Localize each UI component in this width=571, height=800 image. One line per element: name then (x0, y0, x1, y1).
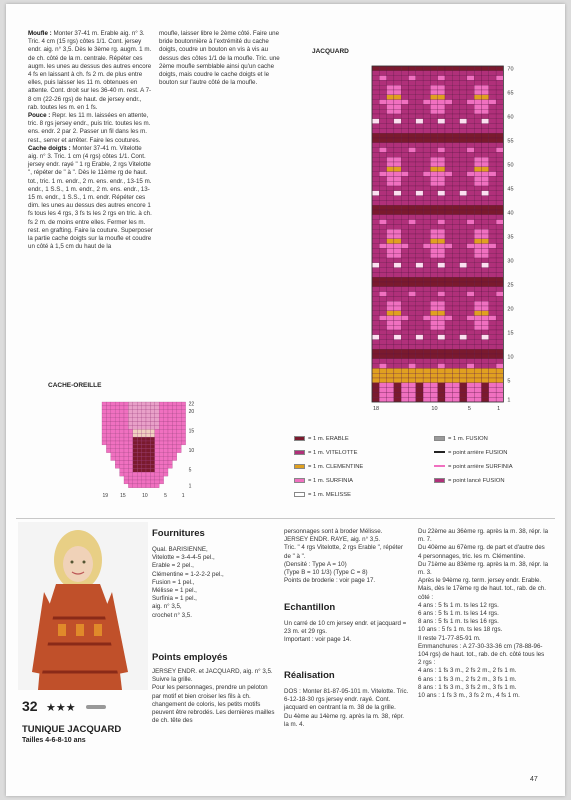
instruction-paragraph (28, 145, 153, 252)
paragraph-text: Monter 37-41 m. Vitelotte aig. n° 3. Tric. 1 cm (4 rgs) côtes 1/1. Cont. jersey endr. rayé " 1 rg Erable, 2 rgs Vitelotte ", répéter de " à ". Dès le 11ème rg de haut. tot., tric. 1 m. endr., 2 m. ens. endr., 13-15 m. endr., 1 S.S., 1 m. endr., 2 m. ens. endr., 13-15 m. endr., 1 S.S., 1 m. endr. Répéter ces dim. les unes au dessus des autres encore 1 fs tous les 4 rgs, 3 fs ts les 2 rgs en tric. à ch. fs 2 m. de moins entre elles. Fermer les m. rest. en grafting. Faire la couture. Superposer la partie cache doigts sur la moufle et coudre un côté à 1,5 cm du haut de la (28, 144, 155, 251)
barisienne-logo-icon (86, 702, 106, 712)
page-number: 47 (530, 776, 538, 783)
paragraph-label: Moufle : (28, 30, 52, 37)
paragraph-text: Repr. les 11 m. laissées en attente, tric. 8 rgs jersey endr., puis tric. toutes les m. ens. endr. 2 par 2. Passer un fil dans les m. rest., serrer et arrêter. Faire les coutures. (28, 112, 153, 144)
col-number-label: 5 (164, 492, 167, 499)
paragraph-label: Cache doigts : (28, 144, 71, 152)
legend-label: = point arrière FUSION (448, 450, 508, 456)
paragraph-text: Monter 37-41 m. Erable aig. n° 3. Tric. 4 cm (15 rgs) côtes 1/1. Cont. jersey endr. aig. n° 3,5. Dès le 3ème rg. augm. 1 m. de ch. côté de la m. centrale. Répéter ces augm. les unes au dessus des autres encore 4 fs en laissant à ch. fs 2 m. de plus entre elles, puis laisser les 11 m. obtenues en attente. Cont. droit sur les 36-40 m. rest. A 7-8 cm (22-26 rgs) de haut. de jersey endr., rab. toutes les m. en 1 fs. (28, 30, 153, 111)
row-number-label: 1 (188, 483, 192, 490)
difficulty-stars: ★★★ (46, 702, 76, 714)
col-number-label: 1 (181, 492, 185, 499)
instruction-paragraph (28, 30, 153, 112)
legend-label: = point arrière SURFINIA (448, 464, 513, 470)
model-number: 32 (22, 698, 38, 714)
row-number-label: 25 (507, 282, 514, 289)
legend-item (294, 492, 351, 499)
row-number-label: 40 (507, 210, 514, 217)
realisation-text: DOS : Monter 81-87-95-101 m. Vitelotte. Tric. 6-12-18-30 rgs jersey endr. rayé. Cont. jacquard en centrant la m. 38 de la grille. Du 4ème au 14ème rg. après la m. 38, répr. la m. 4. (284, 688, 409, 728)
legend-swatch (294, 478, 305, 483)
points-text: JERSEY ENDR. et JACQUARD, aig. n° 3,5. Suivre la grille. Pour les personnages, prendre un peloton par motif et bien croiser les fils à ch. changement de coloris, les petits motifs peuvent être rebrodés. Les dernières mailles de ch. tête des (152, 668, 275, 725)
row-number-label: 15 (507, 330, 514, 337)
model-sizes: Tailles 4-6-8-10 ans (22, 737, 86, 744)
instruction-paragraph (28, 112, 153, 145)
row-number-label: 45 (507, 186, 514, 193)
row-number-label: 20 (188, 409, 195, 416)
legend-item (294, 436, 349, 443)
row-number-label: 70 (507, 66, 514, 73)
row-number-label: 60 (507, 114, 514, 121)
legend-item (434, 436, 488, 443)
legend-label: = 1 m. ERABLE (308, 436, 349, 443)
row-number-label: 5 (188, 467, 192, 474)
col-number-label: 5 (467, 406, 471, 412)
legend-label: = 1 m. FUSION (448, 436, 488, 443)
legend-label: = 1 m. MELISSE (308, 492, 352, 499)
row-number-label: 65 (507, 90, 514, 97)
echantillon-text: Un carré de 10 cm jersey endr. et jacquard = 23 m. et 29 rgs. Important : voir page 14. (284, 620, 407, 644)
legend-swatch (294, 464, 305, 469)
chart-legend (286, 432, 546, 504)
cache-oreille-title: CACHE-OREILLE (48, 382, 102, 389)
row-number-label: 55 (507, 138, 514, 145)
cache-oreille-chart (90, 398, 230, 508)
legend-label: = 1 m. SURFINIA (308, 478, 353, 485)
pattern-page (6, 4, 565, 796)
col3-text: personnages sont à broder Mélisse. JERSEY ENDR. RAYE, aig. n° 3,5. Tric. " 4 rgs Vitelotte, 2 rgs Erable ", répéter de " à ". (Densité : Type A = 10) (Type B = 10 1/3) (Type C = 8) Points de broderie : voir page 17. (284, 528, 403, 585)
legend-swatch (434, 436, 445, 441)
col-number-label: 18 (373, 406, 380, 412)
row-number-label: 5 (507, 378, 511, 385)
col-number-label: 15 (120, 492, 126, 499)
model-header (22, 698, 106, 716)
realisation-title: Réalisation (284, 670, 335, 681)
legend-item (434, 478, 505, 485)
instructions-col1 (28, 30, 153, 251)
legend-label: = point lancé FUSION (448, 478, 505, 485)
legend-item (434, 464, 513, 471)
row-number-label: 50 (507, 162, 514, 169)
instructions-col2: moufle, laisser libre le 2ème côté. Faire une bride boutonnière à l'extrémité du cache doigts, coudre un bouton en vis à vis au dessus des côtes 1/1 de la moufle. Tric. une 2ème moufle semblable ainsi qu'un cache doigts, mais coudre le cache doigts et le bouton sur l'autre côté de la moufle. (159, 30, 282, 87)
col4-text: Du 22ème au 36ème rg. après la m. 38, répr. la m. 7. Du 40ème au 67ème rg. de part et d'autre des 4 personnages, tric. les m. Clémentine. Du 71ème au 83ème rg. après la m. 38, répr. la m. 3. Après le 94ème rg. term. jersey endr. Erable. Mais, dès le 17ème rg de haut. tot., rab. de ch. côté : 4 ans : 5 fs 1 m. ts les 12 rgs. 6 ans : 5 fs 1 m. ts les 14 rgs. 8 ans : 5 fs 1 m. ts les 16 rgs. 10 ans : 5 fs 1 m. ts les 18 rgs. Il reste 71-77-85-91 m. Emmanchures : A 27-30-33-36 cm (78-88-96-104 rgs) de haut. tot., rab. de ch. côté tous les 2 rgs : 4 ans : 1 fs 3 m., 2 fs 2 m., 2 fs 1 m. 6 ans : 1 fs 3 m., 2 fs 2 m., 3 fs 1 m. 8 ans : 1 fs 3 m., 3 fs 2 m., 3 fs 1 m. 10 ans : 1 fs 3 m., 3 fs 2 m., 4 fs 1 m. (418, 528, 549, 700)
col-number-label: 1 (497, 406, 501, 412)
row-number-label: 10 (188, 448, 195, 455)
jacquard-title: JACQUARD (312, 48, 349, 55)
echantillon-title: Echantillon (284, 602, 336, 613)
row-number-label: 1 (507, 397, 511, 404)
legend-item (294, 464, 363, 471)
legend-swatch (294, 436, 305, 441)
legend-label: = 1 m. VITELOTTE (308, 450, 358, 457)
row-number-label: 22 (188, 401, 195, 408)
row-number-label: 20 (507, 306, 514, 313)
row-number-label: 35 (507, 234, 514, 241)
row-number-label: 10 (507, 354, 514, 361)
row-number-label: 30 (507, 258, 514, 265)
legend-swatch (434, 465, 445, 467)
model-title: TUNIQUE JACQUARD (22, 724, 122, 735)
row-number-label: 15 (188, 428, 195, 435)
legend-swatch (434, 451, 445, 453)
legend-swatch (294, 492, 305, 497)
legend-label: = 1 m. CLEMENTINE (308, 464, 364, 471)
fournitures-text: Qual. BARISIENNE, Vitelotte = 3-4-4-5 pel., Erable = 2 pel., Clémentine = 1-2-2-2 pel., Fusion = 1 pel., Mélisse = 1 pel., Surfinia = 1 pel., aig. n° 3,5, crochet n° 3,5. (152, 546, 224, 619)
paragraph-label: Pouce : (28, 112, 51, 120)
legend-item (294, 450, 357, 457)
legend-item (294, 478, 353, 485)
col-number-label: 10 (431, 406, 438, 412)
fournitures-title: Fournitures (152, 528, 205, 539)
jacquard-chart (362, 60, 512, 430)
legend-item (434, 450, 507, 457)
model-photo (18, 522, 148, 690)
legend-swatch (294, 450, 305, 455)
col-number-label: 10 (142, 492, 148, 499)
points-title: Points employés (152, 652, 228, 663)
legend-swatch (434, 478, 445, 483)
section-divider (16, 518, 555, 519)
col-number-label: 19 (102, 492, 109, 499)
